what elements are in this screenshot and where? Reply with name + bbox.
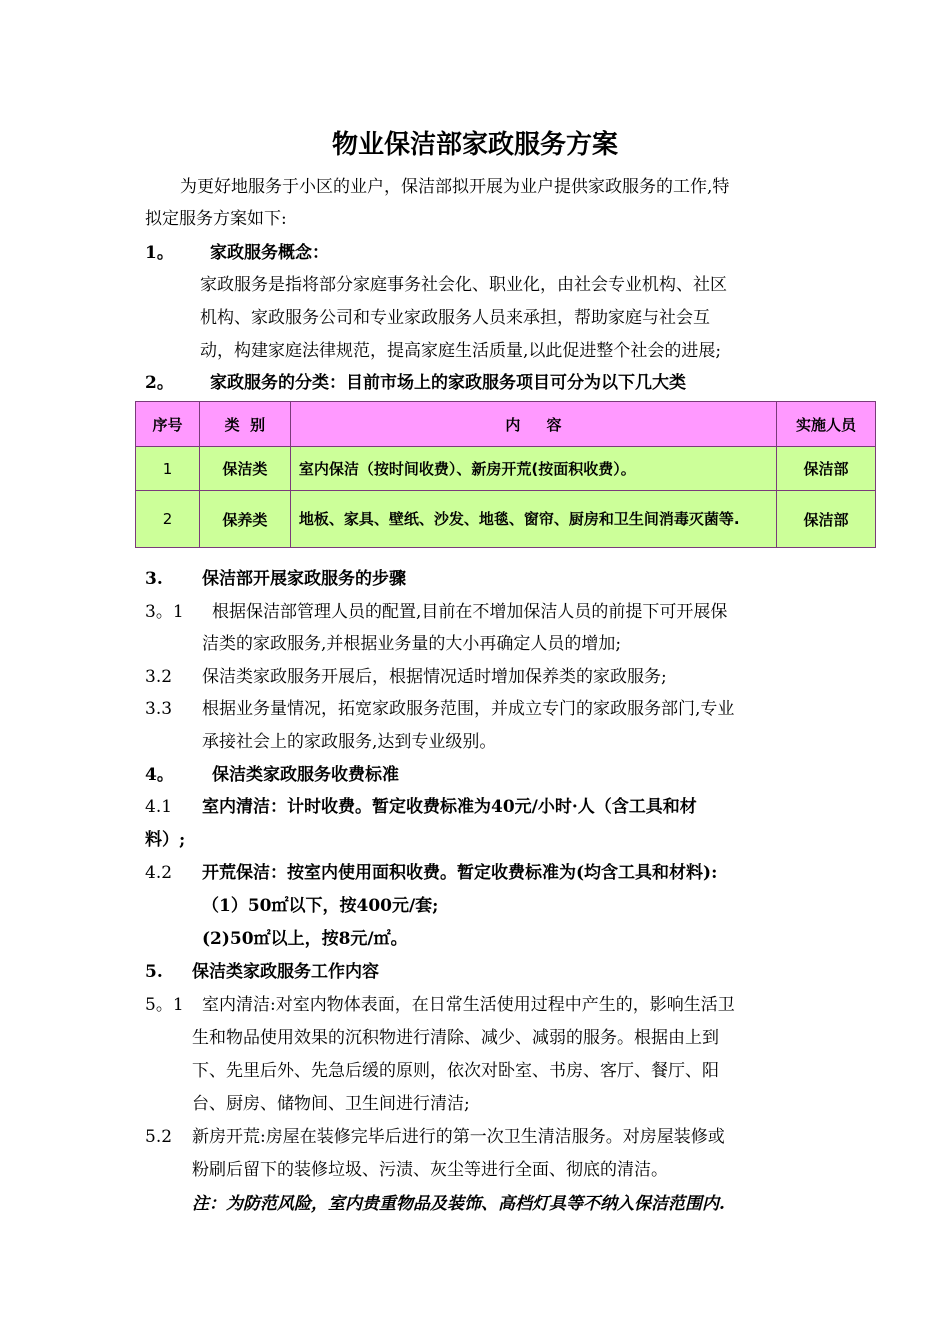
section-1-line-2: 机构、家政服务公司和专业家政服务人员来承担，帮助家庭与社会互	[200, 308, 710, 328]
item-5-1-number: 5。1	[145, 995, 184, 1015]
item-5-1-line-1: 室内清洁:对室内物体表面，在日常生活使用过程中产生的，影响生活卫	[202, 995, 735, 1015]
item-4-2-line-1: 开荒保洁：按室内使用面积收费。暂定收费标准为(均含工具和材料):	[202, 863, 718, 883]
section-3-heading: 保洁部开展家政服务的步骤	[202, 569, 406, 589]
cell-staff: 保洁部	[777, 447, 876, 491]
risk-note: 注：为防范风险，室内贵重物品及装饰、高档灯具等不纳入保洁范围内.	[192, 1194, 725, 1214]
item-5-2-line-1: 新房开荒:房屋在装修完毕后进行的第一次卫生清洁服务。对房屋装修或	[192, 1127, 725, 1147]
header-index: 序号	[136, 402, 200, 447]
section-1-line-3: 动，构建家庭法律规范，提高家庭生活质量,以此促进整个社会的进展;	[200, 341, 722, 361]
intro-line-1: 为更好地服务于小区的业户，保洁部拟开展为业户提供家政服务的工作,特	[180, 177, 730, 197]
cell-content: 地板、家具、壁纸、沙发、地毯、窗帘、厨房和卫生间消毒灭菌等.	[290, 491, 776, 548]
cell-category: 保洁类	[199, 447, 290, 491]
service-category-table	[135, 401, 876, 548]
cell-index: 2	[136, 491, 200, 548]
item-3-3-number: 3.3	[145, 699, 173, 719]
item-3-1-line-1: 根据保洁部管理人员的配置,目前在不增加保洁人员的前提下可开展保	[212, 602, 728, 622]
cell-staff: 保洁部	[777, 491, 876, 548]
item-4-1-line-2: 料）;	[145, 830, 186, 850]
intro-line-2: 拟定服务方案如下:	[145, 209, 287, 229]
item-3-1-line-2: 洁类的家政服务,并根据业务量的大小再确定人员的增加;	[202, 634, 622, 654]
section-5-heading: 保洁类家政服务工作内容	[192, 962, 379, 982]
header-category: 类 别	[199, 402, 290, 447]
section-1-number: 1。	[145, 243, 174, 263]
item-4-2-number: 4.2	[145, 863, 173, 883]
cell-category: 保养类	[199, 491, 290, 548]
item-5-1-line-4: 台、厨房、储物间、卫生间进行清洁;	[192, 1094, 470, 1114]
section-3-number: 3.	[145, 569, 163, 589]
section-4-number: 4。	[145, 765, 174, 785]
section-1-line-1: 家政服务是指将部分家庭事务社会化、职业化，由社会专业机构、社区	[200, 275, 727, 295]
item-4-2-line-2: （1）50㎡以下，按400元/套;	[202, 896, 439, 916]
item-3-1-number: 3。1	[145, 602, 184, 622]
item-5-2-number: 5.2	[145, 1127, 173, 1147]
section-2-number: 2。	[145, 373, 174, 393]
header-content: 内 容	[290, 402, 776, 447]
document-title: 物业保洁部家政服务方案	[331, 130, 618, 160]
table-header-row	[136, 402, 876, 447]
item-3-3-line-2: 承接社会上的家政服务,达到专业级别。	[202, 732, 497, 752]
section-4-heading: 保洁类家政服务收费标准	[212, 765, 399, 785]
section-1-heading: 家政服务概念：	[210, 243, 329, 263]
item-4-1-line-1: 室内清洁：计时收费。暂定收费标准为40元/小时·人（含工具和材	[202, 797, 697, 817]
item-3-2-number: 3.2	[145, 667, 173, 687]
cell-content: 室内保洁（按时间收费）、新房开荒(按面积收费）。	[290, 447, 776, 491]
item-3-2-line-1: 保洁类家政服务开展后，根据情况适时增加保养类的家政服务;	[202, 667, 667, 687]
section-2-heading: 家政服务的分类：目前市场上的家政服务项目可分为以下几大类	[210, 373, 686, 393]
table-row	[136, 447, 876, 491]
item-4-2-line-3: (2)50㎡以上，按8元/㎡。	[202, 929, 408, 949]
header-staff: 实施人员	[777, 402, 876, 447]
table-row	[136, 491, 876, 548]
cell-index: 1	[136, 447, 200, 491]
section-5-number: 5.	[145, 962, 163, 982]
item-5-1-line-2: 生和物品使用效果的沉积物进行清除、减少、减弱的服务。根据由上到	[192, 1028, 719, 1048]
item-3-3-line-1: 根据业务量情况，拓宽家政服务范围，并成立专门的家政服务部门,专业	[202, 699, 735, 719]
item-4-1-number: 4.1	[145, 797, 173, 817]
item-5-2-line-2: 粉刷后留下的装修垃圾、污渍、灰尘等进行全面、彻底的清洁。	[192, 1160, 668, 1180]
item-5-1-line-3: 下、先里后外、先急后缓的原则，依次对卧室、书房、客厅、餐厅、阳	[192, 1061, 719, 1081]
